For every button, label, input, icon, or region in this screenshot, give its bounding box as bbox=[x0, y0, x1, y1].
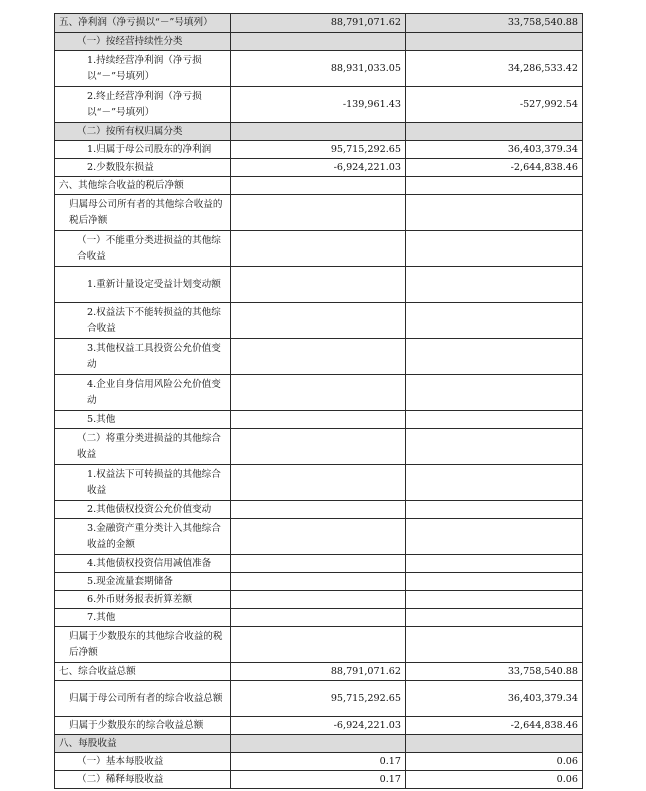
row-label: 1.归属于母公司股东的净利润 bbox=[55, 141, 231, 159]
current-period-value bbox=[231, 339, 406, 375]
prior-period-value bbox=[406, 555, 583, 573]
row-label: 归属于少数股东的综合收益总额 bbox=[55, 717, 231, 735]
table-row bbox=[55, 717, 583, 735]
row-label: 归属于少数股东的其他综合收益的税后净额 bbox=[55, 627, 231, 663]
income-statement-body bbox=[55, 14, 583, 789]
prior-period-value: 36,403,379.34 bbox=[406, 141, 583, 159]
prior-period-value bbox=[406, 411, 583, 429]
prior-period-value bbox=[406, 375, 583, 411]
row-label: 5.现金流量套期储备 bbox=[55, 573, 231, 591]
table-row bbox=[55, 141, 583, 159]
prior-period-value: -2,644,838.46 bbox=[406, 717, 583, 735]
table-row bbox=[55, 501, 583, 519]
row-label: 2.其他债权投资公允价值变动 bbox=[55, 501, 231, 519]
current-period-value bbox=[231, 627, 406, 663]
current-period-value: -6,924,221.03 bbox=[231, 159, 406, 177]
prior-period-value bbox=[406, 231, 583, 267]
current-period-value bbox=[231, 591, 406, 609]
table-row bbox=[55, 14, 583, 33]
income-statement-table bbox=[54, 13, 583, 789]
current-period-value bbox=[231, 465, 406, 501]
row-label: 2.权益法下不能转损益的其他综合收益 bbox=[55, 303, 231, 339]
table-row bbox=[55, 771, 583, 789]
prior-period-value bbox=[406, 501, 583, 519]
row-label: （二）将重分类进损益的其他综合收益 bbox=[55, 429, 231, 465]
current-period-value bbox=[231, 519, 406, 555]
prior-period-value bbox=[406, 627, 583, 663]
current-period-value: 0.17 bbox=[231, 771, 406, 789]
row-label: 1.持续经营净利润（净亏损以“－”号填列） bbox=[55, 51, 231, 87]
table-row bbox=[55, 429, 583, 465]
row-label: 归属于母公司所有者的综合收益总额 bbox=[55, 681, 231, 717]
row-label: 6.外币财务报表折算差额 bbox=[55, 591, 231, 609]
prior-period-value: 33,758,540.88 bbox=[406, 14, 583, 33]
prior-period-value: 33,758,540.88 bbox=[406, 663, 583, 681]
prior-period-value bbox=[406, 573, 583, 591]
row-label: 六、其他综合收益的税后净额 bbox=[55, 177, 231, 195]
row-label: （二）按所有权归属分类 bbox=[55, 123, 231, 141]
current-period-value: 95,715,292.65 bbox=[231, 141, 406, 159]
table-row bbox=[55, 195, 583, 231]
table-row bbox=[55, 177, 583, 195]
table-row bbox=[55, 519, 583, 555]
table-row bbox=[55, 681, 583, 717]
row-label: 1.权益法下可转损益的其他综合收益 bbox=[55, 465, 231, 501]
table-row bbox=[55, 51, 583, 87]
current-period-value: 88,931,033.05 bbox=[231, 51, 406, 87]
prior-period-value bbox=[406, 591, 583, 609]
prior-period-value bbox=[406, 339, 583, 375]
row-label: （一）不能重分类进损益的其他综合收益 bbox=[55, 231, 231, 267]
table-row bbox=[55, 303, 583, 339]
row-label: 1.重新计量设定受益计划变动额 bbox=[55, 267, 231, 303]
current-period-value bbox=[231, 33, 406, 51]
prior-period-value bbox=[406, 303, 583, 339]
table-row bbox=[55, 33, 583, 51]
table-row bbox=[55, 375, 583, 411]
prior-period-value: 0.06 bbox=[406, 753, 583, 771]
prior-period-value bbox=[406, 735, 583, 753]
current-period-value: 88,791,071.62 bbox=[231, 14, 406, 33]
current-period-value bbox=[231, 267, 406, 303]
prior-period-value bbox=[406, 33, 583, 51]
prior-period-value: 36,403,379.34 bbox=[406, 681, 583, 717]
row-label: （一）基本每股收益 bbox=[55, 753, 231, 771]
table-row bbox=[55, 123, 583, 141]
row-label: 五、净利润（净亏损以“－”号填列） bbox=[55, 14, 231, 33]
current-period-value: 88,791,071.62 bbox=[231, 663, 406, 681]
table-row bbox=[55, 735, 583, 753]
table-row bbox=[55, 609, 583, 627]
prior-period-value bbox=[406, 429, 583, 465]
prior-period-value bbox=[406, 123, 583, 141]
table-row bbox=[55, 591, 583, 609]
current-period-value bbox=[231, 609, 406, 627]
current-period-value bbox=[231, 429, 406, 465]
table-row bbox=[55, 339, 583, 375]
table-row bbox=[55, 87, 583, 123]
prior-period-value bbox=[406, 465, 583, 501]
prior-period-value bbox=[406, 519, 583, 555]
row-label: 2.终止经营净利润（净亏损以“－”号填列） bbox=[55, 87, 231, 123]
current-period-value bbox=[231, 555, 406, 573]
row-label: 4.其他债权投资信用减值准备 bbox=[55, 555, 231, 573]
row-label: 4.企业自身信用风险公允价值变动 bbox=[55, 375, 231, 411]
current-period-value bbox=[231, 123, 406, 141]
current-period-value bbox=[231, 573, 406, 591]
current-period-value bbox=[231, 231, 406, 267]
prior-period-value: 34,286,533.42 bbox=[406, 51, 583, 87]
current-period-value bbox=[231, 411, 406, 429]
table-row bbox=[55, 159, 583, 177]
current-period-value: -6,924,221.03 bbox=[231, 717, 406, 735]
table-row bbox=[55, 753, 583, 771]
row-label: （一）按经营持续性分类 bbox=[55, 33, 231, 51]
prior-period-value: 0.06 bbox=[406, 771, 583, 789]
current-period-value: -139,961.43 bbox=[231, 87, 406, 123]
table-row bbox=[55, 411, 583, 429]
row-label: 3.金融资产重分类计入其他综合收益的金额 bbox=[55, 519, 231, 555]
current-period-value bbox=[231, 195, 406, 231]
row-label: 七、综合收益总额 bbox=[55, 663, 231, 681]
row-label: 5.其他 bbox=[55, 411, 231, 429]
current-period-value bbox=[231, 375, 406, 411]
table-row bbox=[55, 627, 583, 663]
table-row bbox=[55, 555, 583, 573]
prior-period-value bbox=[406, 609, 583, 627]
current-period-value bbox=[231, 177, 406, 195]
table-row bbox=[55, 573, 583, 591]
table-row bbox=[55, 663, 583, 681]
current-period-value bbox=[231, 501, 406, 519]
prior-period-value bbox=[406, 267, 583, 303]
table-row bbox=[55, 231, 583, 267]
current-period-value bbox=[231, 303, 406, 339]
prior-period-value: -527,992.54 bbox=[406, 87, 583, 123]
prior-period-value bbox=[406, 177, 583, 195]
row-label: 2.少数股东损益 bbox=[55, 159, 231, 177]
row-label: 3.其他权益工具投资公允价值变动 bbox=[55, 339, 231, 375]
row-label: 7.其他 bbox=[55, 609, 231, 627]
current-period-value bbox=[231, 735, 406, 753]
row-label: 归属母公司所有者的其他综合收益的税后净额 bbox=[55, 195, 231, 231]
row-label: 八、每股收益 bbox=[55, 735, 231, 753]
table-row bbox=[55, 267, 583, 303]
prior-period-value: -2,644,838.46 bbox=[406, 159, 583, 177]
prior-period-value bbox=[406, 195, 583, 231]
table-row bbox=[55, 465, 583, 501]
current-period-value: 0.17 bbox=[231, 753, 406, 771]
current-period-value: 95,715,292.65 bbox=[231, 681, 406, 717]
row-label: （二）稀释每股收益 bbox=[55, 771, 231, 789]
